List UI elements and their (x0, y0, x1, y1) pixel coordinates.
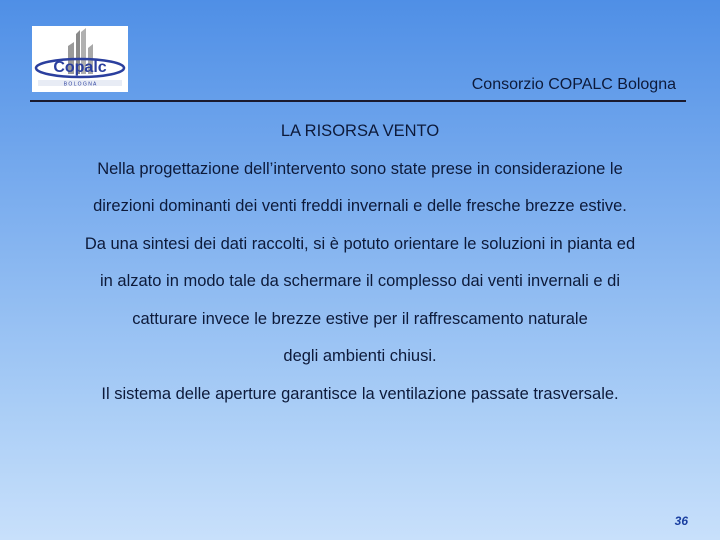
copalc-logo (32, 26, 128, 92)
section-heading: LA RISORSA VENTO (280, 122, 440, 140)
body-line: Il sistema delle aperture garantisce la ventilazione passate trasversale. (101, 384, 619, 403)
logo-subtext: B O L O G N A (63, 81, 97, 88)
body-line: Nella progettazione dell’intervento sono state prese in considerazione le (97, 159, 623, 178)
header-divider (30, 100, 686, 102)
body-line: degli ambienti chiusi. (283, 347, 437, 365)
slide-body (20, 118, 700, 418)
logo-text: Copalc (53, 59, 107, 76)
header-title: Consorzio COPALC Bologna (471, 76, 676, 93)
copalc-logo-icon (32, 26, 128, 92)
body-line: Da una sintesi dei dati raccolti, si è potuto orientare le soluzioni in pianta ed (84, 234, 636, 253)
page-number: 36 (674, 514, 688, 528)
body-line: direzioni dominanti dei venti freddi invernali e delle fresche brezze estive. (93, 197, 627, 215)
body-line: in alzato in modo tale da schermare il complesso dai venti invernali e di (99, 272, 621, 290)
body-line: catturare invece le brezze estive per il raffrescamento naturale (132, 309, 588, 328)
